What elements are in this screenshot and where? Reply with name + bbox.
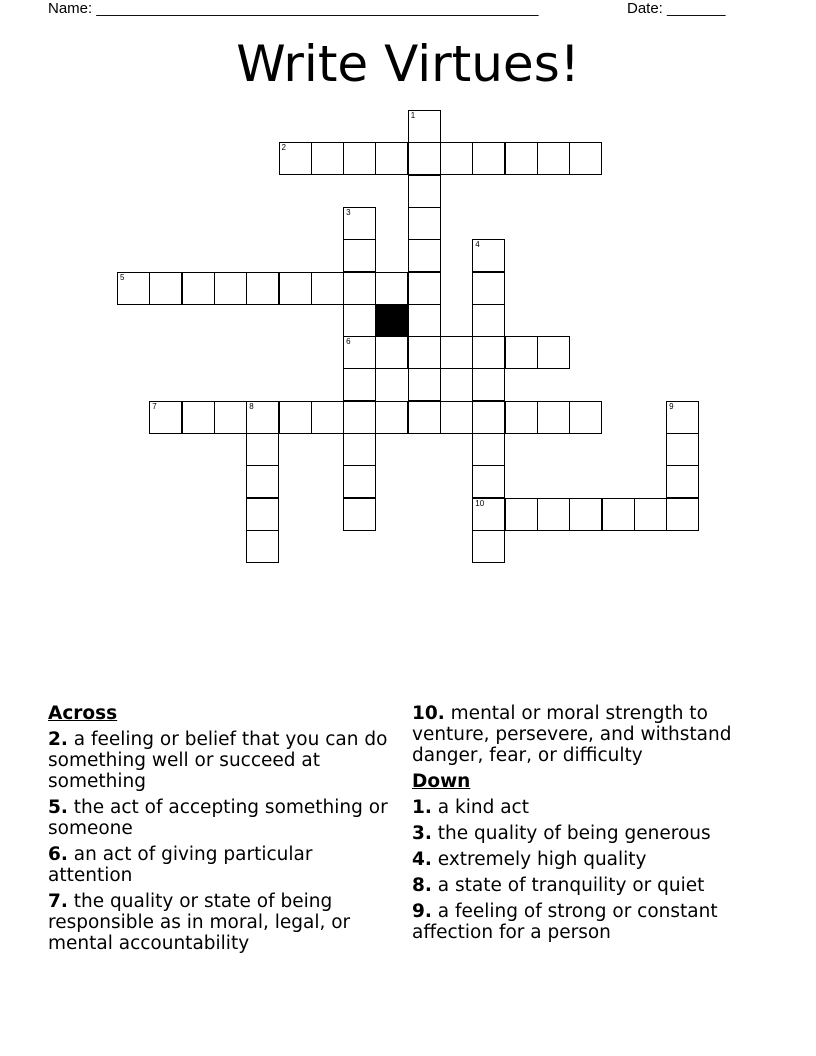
grid-cell[interactable] (472, 336, 505, 369)
grid-cell[interactable] (666, 401, 699, 434)
page-title: Write Virtues! (236, 35, 580, 93)
clue-number: 10. (412, 703, 445, 724)
clues-left-column (48, 703, 393, 959)
grid-cell[interactable] (569, 401, 602, 434)
grid-cell[interactable] (246, 272, 279, 305)
grid-cell[interactable] (408, 401, 441, 434)
grid-cell[interactable] (343, 142, 376, 175)
grid-cell[interactable] (408, 110, 441, 143)
grid-cell[interactable] (472, 433, 505, 466)
grid-cell[interactable] (408, 336, 441, 369)
clue-down-4 (412, 849, 772, 870)
grid-cell[interactable] (408, 142, 441, 175)
grid-cell[interactable] (440, 142, 473, 175)
grid-cell[interactable] (408, 272, 441, 305)
clue-number: 3. (412, 823, 432, 844)
grid-cell[interactable] (246, 465, 279, 498)
grid-cell[interactable] (214, 272, 247, 305)
clue-text: the quality of being generous (431, 823, 711, 844)
grid-cell[interactable] (246, 401, 279, 434)
clue-number: 2. (48, 729, 68, 750)
grid-cell[interactable] (537, 401, 570, 434)
grid-cell[interactable] (117, 272, 150, 305)
grid-cell[interactable] (311, 401, 344, 434)
clue-text: the act of accepting something or someone (48, 797, 388, 839)
grid-cell[interactable] (472, 272, 505, 305)
grid-cell[interactable] (246, 498, 279, 531)
clue-down-1 (412, 797, 772, 818)
grid-cell[interactable] (537, 142, 570, 175)
cell-number: 1 (410, 111, 416, 120)
grid-cell[interactable] (149, 272, 182, 305)
grid-cell[interactable] (375, 336, 408, 369)
grid-cell[interactable] (343, 272, 376, 305)
grid-cell[interactable] (279, 401, 312, 434)
clue-number: 1. (412, 797, 432, 818)
clue-down-8 (412, 875, 772, 896)
cell-number: 6 (346, 337, 351, 347)
cell-number: 8 (249, 401, 254, 411)
grid-cell[interactable] (246, 433, 279, 466)
clue-down-9 (412, 901, 772, 943)
grid-cell[interactable] (472, 142, 505, 175)
grid-cell[interactable] (279, 142, 312, 175)
grid-cell[interactable] (505, 142, 538, 175)
clue-text: the quality or state of being responsible as in moral, legal, or mental accountability (48, 891, 351, 954)
grid-cell[interactable] (408, 239, 441, 272)
clue-number: 9. (412, 901, 432, 922)
clue-number: 5. (48, 797, 68, 818)
clue-text: a kind act (431, 797, 529, 818)
grid-cell[interactable] (472, 401, 505, 434)
grid-cell[interactable] (602, 498, 635, 531)
clue-across-6 (48, 844, 393, 886)
clue-text: a feeling of strong or constant affection for a person (412, 901, 718, 943)
clue-number: 8. (412, 875, 432, 896)
grid-cell[interactable] (666, 498, 699, 531)
cell-number: 10 (475, 498, 485, 508)
grid-cell[interactable] (343, 498, 376, 531)
grid-cell[interactable] (505, 401, 538, 434)
clue-down-3 (412, 823, 772, 844)
grid-cell[interactable] (182, 401, 215, 434)
grid-cell[interactable] (472, 465, 505, 498)
black-cell (375, 304, 408, 337)
grid-cell[interactable] (343, 336, 376, 369)
clue-text: extremely high quality (431, 849, 647, 870)
grid-cell[interactable] (343, 433, 376, 466)
grid-cell[interactable] (375, 142, 408, 175)
grid-cell[interactable] (408, 175, 441, 208)
clue-across-10 (412, 703, 772, 766)
cell-number: 3 (346, 207, 351, 217)
cell-number: 9 (669, 401, 674, 411)
grid-cell[interactable] (375, 401, 408, 434)
grid-cell[interactable] (343, 401, 376, 434)
clue-across-7 (48, 891, 393, 954)
grid-cell[interactable] (408, 207, 441, 240)
grid-cell[interactable] (440, 401, 473, 434)
grid-cell[interactable] (408, 368, 441, 401)
name-field[interactable]: Name: _____________________________________________________ (48, 0, 539, 17)
grid-cell[interactable] (343, 465, 376, 498)
cell-number: 5 (120, 272, 125, 282)
cell-number: 7 (152, 401, 157, 411)
grid-cell[interactable] (505, 498, 538, 531)
grid-cell[interactable] (311, 272, 344, 305)
grid-cell[interactable] (505, 336, 538, 369)
clue-text: a state of tranquility or quiet (431, 875, 705, 896)
grid-cell[interactable] (375, 272, 408, 305)
grid-cell[interactable] (279, 272, 312, 305)
clue-number: 4. (412, 849, 432, 870)
grid-cell[interactable] (472, 304, 505, 337)
date-field[interactable]: Date: _______ (627, 0, 726, 17)
grid-cell[interactable] (246, 530, 279, 563)
clue-number: 6. (48, 844, 68, 865)
clue-number: 7. (48, 891, 68, 912)
clues-right-column (412, 703, 772, 948)
clue-text: an act of giving particular attention (48, 844, 313, 886)
grid-cell[interactable] (343, 368, 376, 401)
cell-number: 4 (475, 240, 480, 250)
grid-cell[interactable] (149, 401, 182, 434)
clue-across-2 (48, 729, 393, 792)
grid-cell[interactable] (472, 368, 505, 401)
grid-cell[interactable] (666, 465, 699, 498)
grid-cell[interactable] (343, 207, 376, 240)
grid-cell[interactable] (569, 498, 602, 531)
grid-cell[interactable] (472, 530, 505, 563)
grid-cell[interactable] (408, 304, 441, 337)
grid-cell[interactable] (343, 304, 376, 337)
grid-cell[interactable] (472, 239, 505, 272)
grid-cell[interactable] (634, 498, 667, 531)
clue-text: a feeling or belief that you can do something well or succeed at something (48, 729, 388, 792)
grid-cell[interactable] (537, 498, 570, 531)
grid-cell[interactable] (311, 142, 344, 175)
down-heading: Down (412, 771, 471, 792)
grid-cell[interactable] (569, 142, 602, 175)
grid-cell[interactable] (182, 272, 215, 305)
clue-across-5 (48, 797, 393, 839)
grid-cell[interactable] (472, 498, 505, 531)
grid-cell[interactable] (537, 336, 570, 369)
grid-cell[interactable] (440, 336, 473, 369)
across-heading: Across (48, 703, 118, 724)
grid-cell[interactable] (666, 433, 699, 466)
cell-number: 2 (281, 143, 286, 153)
grid-cell[interactable] (343, 239, 376, 272)
clue-text: mental or moral strength to venture, persevere, and withstand danger, fear, or difficulty (412, 703, 732, 766)
grid-cell[interactable] (214, 401, 247, 434)
